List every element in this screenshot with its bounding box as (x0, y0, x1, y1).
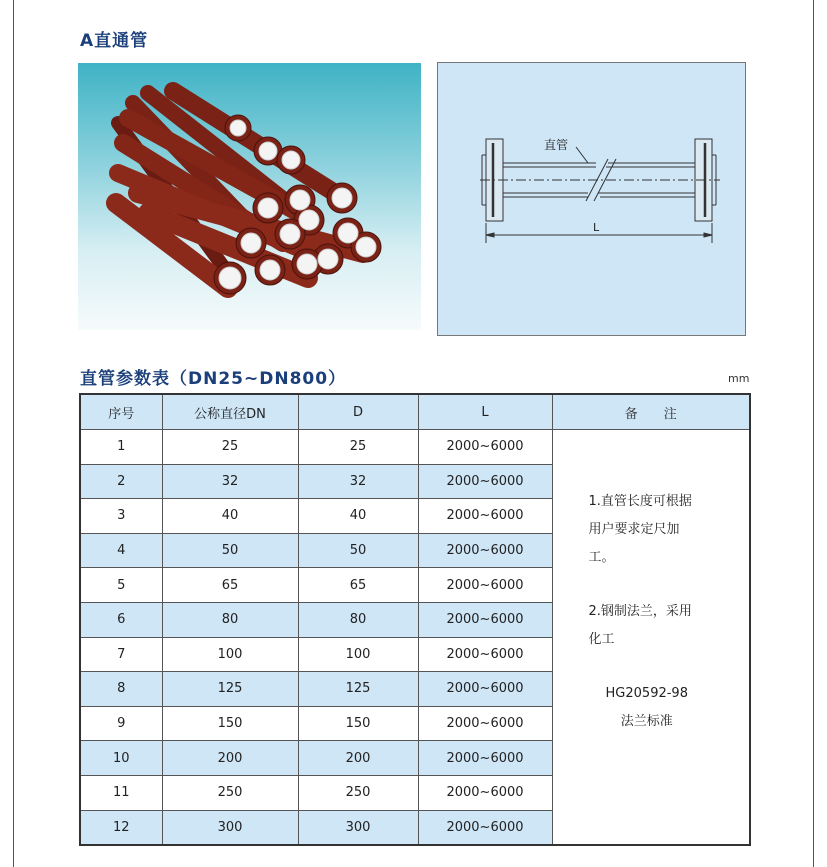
pipe-parameter-table (79, 393, 751, 846)
note-line: 工。 (588, 550, 615, 565)
cell-l: 2000~6000 (418, 810, 552, 845)
cell-seq: 6 (80, 602, 162, 637)
cell-d: 250 (298, 775, 418, 810)
cell-l: 2000~6000 (418, 672, 552, 707)
cell-d: 200 (298, 741, 418, 776)
page-border-right (813, 0, 814, 867)
cell-seq: 7 (80, 637, 162, 672)
cell-dn: 300 (162, 810, 298, 845)
note-line: 2.钢制法兰，采用 (588, 604, 692, 619)
cell-dn: 100 (162, 637, 298, 672)
note-line: 化工 (588, 632, 615, 647)
table-title: 直管参数表（DN25~DN800） (80, 369, 347, 389)
cell-d: 80 (298, 602, 418, 637)
header-seq: 序号 (80, 394, 162, 430)
cell-dn: 200 (162, 741, 298, 776)
cell-seq: 4 (80, 533, 162, 568)
header-d: D (298, 394, 418, 430)
cell-d: 32 (298, 464, 418, 499)
cell-d: 100 (298, 637, 418, 672)
cell-seq: 1 (80, 430, 162, 465)
note-line: 法兰标准 (620, 714, 673, 729)
cell-dn: 32 (162, 464, 298, 499)
pipe-bundle-photo (78, 63, 421, 330)
cell-d: 150 (298, 706, 418, 741)
length-label: L (593, 221, 600, 234)
cell-dn: 80 (162, 602, 298, 637)
header-notes: 备 注 (552, 394, 750, 430)
note-line: 用户要求定尺加 (588, 522, 680, 537)
cell-l: 2000~6000 (418, 741, 552, 776)
cell-seq: 12 (80, 810, 162, 845)
cell-l: 2000~6000 (418, 430, 552, 465)
table-header-row (80, 394, 750, 430)
cell-dn: 65 (162, 568, 298, 603)
cell-d: 300 (298, 810, 418, 845)
table-row (80, 430, 750, 465)
pipe-technical-drawing (437, 62, 746, 336)
note-line: HG20592-98 (605, 686, 688, 701)
cell-l: 2000~6000 (418, 568, 552, 603)
unit-label: mm (728, 372, 750, 385)
cell-dn: 25 (162, 430, 298, 465)
cell-l: 2000~6000 (418, 637, 552, 672)
cell-seq: 2 (80, 464, 162, 499)
cell-seq: 5 (80, 568, 162, 603)
page-border-left (13, 0, 14, 867)
cell-seq: 9 (80, 706, 162, 741)
cell-d: 25 (298, 430, 418, 465)
pipe-bundle-illustration (78, 63, 421, 330)
header-l: L (418, 394, 552, 430)
cell-dn: 250 (162, 775, 298, 810)
note-line: 1.直管长度可根据 (588, 494, 692, 509)
cell-seq: 3 (80, 499, 162, 534)
cell-d: 50 (298, 533, 418, 568)
cell-seq: 8 (80, 672, 162, 707)
cell-l: 2000~6000 (418, 533, 552, 568)
cell-d: 65 (298, 568, 418, 603)
section-title: A直通管 (80, 31, 149, 51)
cell-seq: 11 (80, 775, 162, 810)
cell-dn: 125 (162, 672, 298, 707)
pipe-label: 直管 (544, 138, 569, 152)
cell-d: 40 (298, 499, 418, 534)
cell-l: 2000~6000 (418, 602, 552, 637)
cell-l: 2000~6000 (418, 775, 552, 810)
pipe-drawing-svg (438, 63, 747, 337)
cell-dn: 50 (162, 533, 298, 568)
cell-dn: 40 (162, 499, 298, 534)
cell-dn: 150 (162, 706, 298, 741)
cell-l: 2000~6000 (418, 499, 552, 534)
cell-l: 2000~6000 (418, 464, 552, 499)
header-dn: 公称直径DN (162, 394, 298, 430)
cell-seq: 10 (80, 741, 162, 776)
cell-d: 125 (298, 672, 418, 707)
notes-cell (552, 430, 750, 846)
cell-l: 2000~6000 (418, 706, 552, 741)
